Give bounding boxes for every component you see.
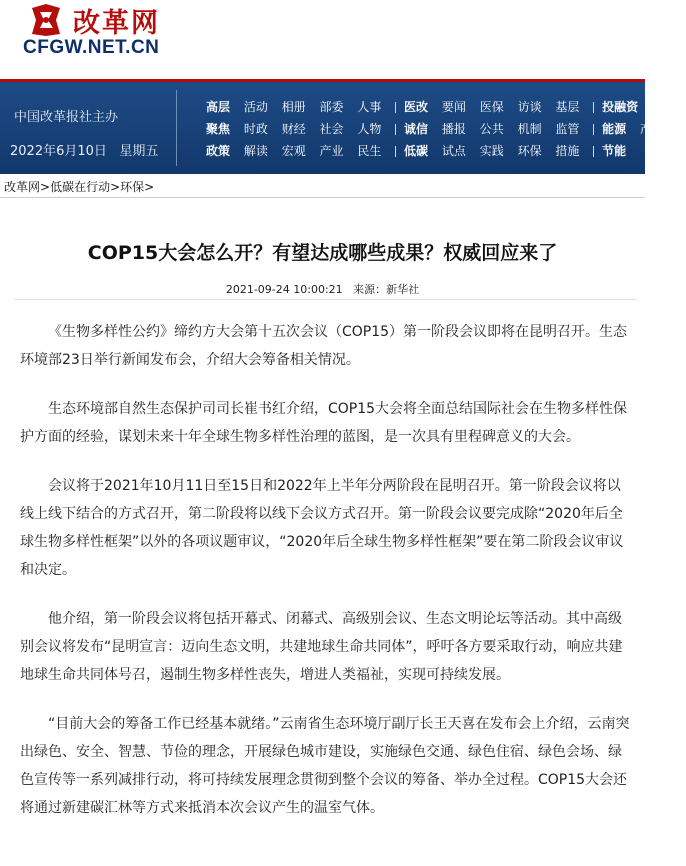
nav-row bbox=[206, 98, 686, 115]
nav-band bbox=[0, 82, 676, 174]
nav-separator bbox=[593, 124, 594, 135]
nav-link[interactable]: 产业 bbox=[639, 122, 664, 136]
article-paragraph: “目前大会的筹备工作已经基本就绪。”云南省生态环境厅副厅长王天喜在发布会上介绍，云南突出绿色、安全、智慧、节俭的理念，开展绿色城市建设，实施绿色交通、绿色住宿、绿色会场、绿色宣传等一系列减排行动，将可持续发展理念贯彻到整个会议的筹备、举办全过程。COP15大会还将通过新建碳汇林等方式来抵消本次会议产生的温室气体。 bbox=[20, 716, 630, 816]
nav-link[interactable]: 公共 bbox=[479, 122, 504, 136]
breadcrumb-separator: > bbox=[144, 180, 155, 194]
nav-link-chengxin[interactable]: 诚信 bbox=[404, 122, 429, 136]
nav-separator bbox=[395, 146, 396, 157]
breadcrumb-channel[interactable]: 低碳在行动 bbox=[50, 180, 111, 194]
nav-link[interactable]: 要闻 bbox=[441, 100, 466, 114]
nav-link-ditan[interactable]: 低碳 bbox=[404, 144, 429, 158]
site-name[interactable]: 改革网 bbox=[73, 8, 160, 39]
site-header bbox=[0, 0, 645, 80]
band-divider bbox=[176, 90, 177, 166]
nav-link[interactable]: 人物 bbox=[357, 122, 382, 136]
nav-link[interactable]: 措施 bbox=[555, 144, 580, 158]
breadcrumb-separator: > bbox=[40, 180, 51, 194]
nav-separator bbox=[593, 146, 594, 157]
nav-link[interactable]: 播报 bbox=[441, 122, 466, 136]
nav-link[interactable]: 人事 bbox=[357, 100, 382, 114]
nav-link-gaoceng[interactable]: 高层 bbox=[206, 100, 231, 114]
nav-separator bbox=[395, 102, 396, 113]
nav-link[interactable]: 基层 bbox=[555, 100, 580, 114]
nav-link[interactable]: 产业 bbox=[319, 144, 344, 158]
article-datetime: 2021-09-24 10:00:21 bbox=[225, 283, 343, 296]
breadcrumb-home[interactable]: 改革网 bbox=[4, 180, 41, 194]
nav-link[interactable]: 机制 bbox=[517, 122, 542, 136]
nav-link[interactable]: 实践 bbox=[479, 144, 504, 158]
nav-link[interactable]: 民生 bbox=[357, 144, 382, 158]
nav-link[interactable]: 部委 bbox=[319, 100, 344, 114]
nav-link[interactable]: 财经 bbox=[281, 122, 306, 136]
article-paragraph: 他介绍，第一阶段会议将包括开幕式、闭幕式、高级别会议、生态文明论坛等活动。其中高级别会议将发布“昆明宣言：迈向生态文明，共建地球生命共同体”，呼吁各方要采取行动，响应共建地球生命共同体号召，遏制生物多样性丧失，增进人类福祉，实现可持续发展。 bbox=[20, 611, 623, 683]
nav-link-yigai[interactable]: 医改 bbox=[404, 100, 429, 114]
breadcrumb-section[interactable]: 环保 bbox=[120, 180, 145, 194]
site-domain[interactable]: CFGW.NET.CN bbox=[23, 37, 160, 58]
article-body bbox=[20, 318, 632, 843]
nav-row bbox=[206, 142, 636, 159]
nav-link-tourongzi[interactable]: 投融资 bbox=[602, 100, 639, 114]
breadcrumb bbox=[4, 178, 154, 195]
meta-divider bbox=[14, 299, 636, 300]
nav-row bbox=[206, 120, 674, 137]
nav-link[interactable]: 活动 bbox=[243, 100, 268, 114]
date: 2022年6月10日 bbox=[10, 144, 107, 159]
nav-link-jieneng[interactable]: 节能 bbox=[602, 144, 627, 158]
nav-link-zhengce[interactable]: 政策 bbox=[206, 144, 231, 158]
nav-link[interactable]: 访谈 bbox=[517, 100, 542, 114]
weekday: 星期五 bbox=[119, 144, 159, 159]
nav-link[interactable]: 试点 bbox=[441, 144, 466, 158]
nav-link[interactable]: 时政 bbox=[243, 122, 268, 136]
nav-link[interactable]: 产业 bbox=[651, 100, 676, 114]
article-title: COP15大会怎么开？有望达成哪些成果？权威回应来了 bbox=[87, 242, 558, 264]
nav-link[interactable]: 社会 bbox=[319, 122, 344, 136]
nav-link[interactable]: 监管 bbox=[555, 122, 580, 136]
article-source: 新华社 bbox=[386, 283, 420, 296]
nav-separator bbox=[395, 124, 396, 135]
breadcrumb-divider bbox=[0, 197, 645, 198]
nav-link[interactable]: 环保 bbox=[517, 144, 542, 158]
org-label: 中国改革报社主办 bbox=[14, 110, 119, 125]
article-paragraph: 生态环境部自然生态保护司司长崔书红介绍，COP15大会将全面总结国际社会在生物多样性保护方面的经验，谋划未来十年全球生物多样性治理的蓝图，是一次具有里程碑意义的大会。 bbox=[20, 401, 628, 445]
source-label: 来源： bbox=[353, 283, 387, 296]
nav-link-jujiao[interactable]: 聚焦 bbox=[206, 122, 231, 136]
cfgw-logo-icon[interactable] bbox=[26, 0, 66, 40]
nav-link[interactable]: 医保 bbox=[479, 100, 504, 114]
breadcrumb-separator: > bbox=[110, 180, 121, 194]
article-meta bbox=[0, 281, 645, 297]
nav-link[interactable]: 宏观 bbox=[281, 144, 306, 158]
nav-separator bbox=[593, 102, 594, 113]
article-paragraph: 会议将于2021年10月11日至15日和2022年上半年分两阶段在昆明召开。第一阶段会议将以线上线下结合的方式召开，第二阶段将以线下会议方式召开。第一阶段会议要完成除“2020年后全球生物多样性框架”以外的各项议题审议，“2020年后全球生物多样性框架”要在第二阶段会议审议和决定。 bbox=[20, 478, 624, 578]
nav-link[interactable]: 相册 bbox=[281, 100, 306, 114]
date-label bbox=[10, 140, 158, 159]
nav-link[interactable]: 解读 bbox=[243, 144, 268, 158]
article-paragraph: 《生物多样性公约》缔约方大会第十五次会议（COP15）第一阶段会议即将在昆明召开。生态环境部23日举行新闻发布会，介绍大会筹备相关情况。 bbox=[20, 324, 628, 368]
nav-link-nengyuan[interactable]: 能源 bbox=[602, 122, 627, 136]
